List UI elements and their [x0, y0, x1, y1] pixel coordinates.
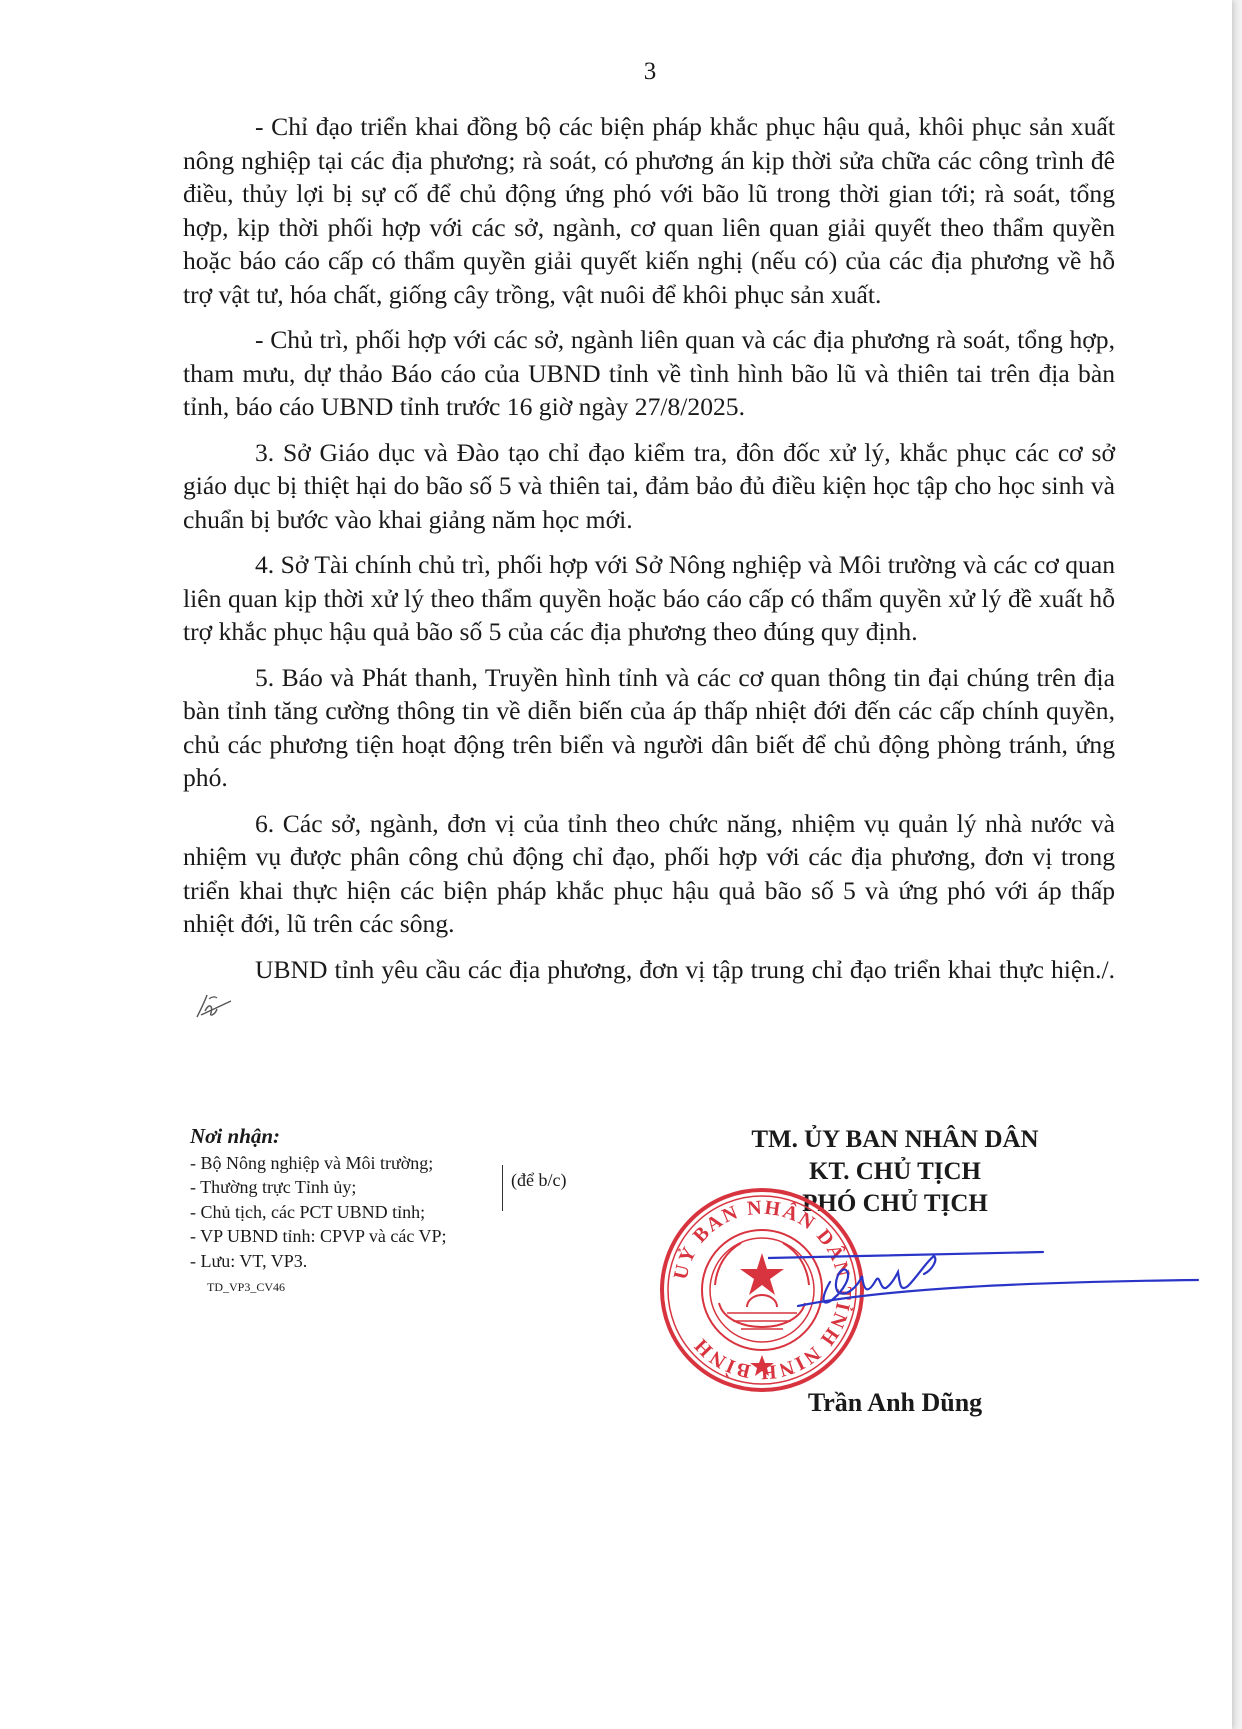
- handwritten-signature-icon: [768, 1236, 1200, 1346]
- paragraph-education-department: 3. Sở Giáo dục và Đào tạo chỉ đạo kiểm tra, đôn đốc xử lý, khắc phục các cơ sở giáo dục bị thiệt hại do bão số 5 và thiên tai, đảm bảo đủ điều kiện học tập cho học sinh và chuẩn bị bước vào khai giảng năm học mới.: [183, 437, 1115, 534]
- paragraph-report-drafting: - Chủ trì, phối hợp với các sở, ngành liên quan và các địa phương rà soát, tổng hợp, tham mưu, dự thảo Báo cáo của UBND tỉnh về tình hình bão lũ và thiên tai trên địa bàn tỉnh, báo cáo UBND tỉnh trước 16 giờ ngày 27/8/2025.: [183, 325, 1115, 421]
- page-number: 3: [643, 58, 657, 85]
- paragraph-finance-department: 4. Sở Tài chính chủ trì, phối hợp với Sở Nông nghiệp và Môi trường và các cơ quan liên quan kịp thời xử lý theo thẩm quyền hoặc báo cáo cấp có thẩm quyền xử lý đề xuất hỗ trợ khắc phục hậu quả bão số 5 của các địa phương theo đúng quy định.: [183, 550, 1115, 646]
- reporting-bracket: [502, 1165, 566, 1211]
- signer-title: PHÓ CHỦ TỊCH: [802, 1190, 988, 1217]
- closing-text: UBND tỉnh yêu cầu các địa phương, đơn vị tập trung chỉ đạo triển khai thực hiện./.: [255, 954, 1115, 984]
- document-body: [183, 110, 1115, 1033]
- paragraph-departments: 6. Các sở, ngành, đơn vị của tỉnh theo chức năng, nhiệm vụ quản lý nhà nước và nhiệm vụ được phân công chủ động chỉ đạo, phối hợp với các địa phương, đơn vị trong triển khai thực hiện các biện pháp khắc phục hậu quả bão số 5 và ứng phó với áp thấp nhiệt đới, lũ trên các sông.: [183, 808, 1115, 938]
- initial-mark-icon: [191, 991, 235, 1021]
- recipient-item: - VP UBND tỉnh: CPVP và các VP;: [190, 1226, 447, 1246]
- recipient-item: - Thường trực Tỉnh ủy;: [190, 1177, 357, 1197]
- recipient-item: - Chủ tịch, các PCT UBND tỉnh;: [190, 1201, 426, 1222]
- paragraph-agriculture-directive: - Chỉ đạo triển khai đồng bộ các biện pháp khắc phục hậu quả, khôi phục sản xuất nông nghiệp tại các địa phương; rà soát, có phương án kịp thời sửa chữa các công trình đê điều, thủy lợi bị sự cố để chủ động ứng phó với bão lũ trong thời gian tới; rà soát, tổng hợp, kịp thời phối hợp với các sở, ngành, cơ quan liên quan giải quyết theo thẩm quyền hoặc báo cáo cấp có thẩm quyền giải quyết kiến nghị (nếu có) của các địa phương về hỗ trợ vật tư, hóa chất, giống cây trồng, vật nuôi để khôi phục sản xuất.: [183, 112, 1115, 309]
- paragraph-media: 5. Báo và Phát thanh, Truyền hình tỉnh và các cơ quan thông tin đại chúng trên địa bàn tỉnh tăng cường thông tin về diễn biến của áp thấp nhiệt đới đến các cấp chính quyền, chủ các phương tiện hoạt động trên biển và người dân biết để chủ động phòng tránh, ứng phó.: [183, 662, 1115, 792]
- signer-capacity: KT. CHỦ TỊCH: [808, 1158, 982, 1185]
- recipient-item: - Lưu: VT, VP3.: [190, 1250, 308, 1271]
- recipients-block: [190, 1124, 610, 1300]
- bracket-note: (để b/c): [511, 1170, 567, 1190]
- signer-name: Trần Anh Dũng: [807, 1388, 983, 1417]
- signer-organization: TM. ỦY BAN NHÂN DÂN: [751, 1126, 1039, 1153]
- document-code: TD_VP3_CV46: [207, 1280, 286, 1294]
- paragraph-closing: [183, 953, 1115, 1022]
- recipient-item: - Bộ Nông nghiệp và Môi trường;: [190, 1152, 434, 1173]
- recipients-title: Nơi nhận:: [190, 1124, 281, 1148]
- seal-text: UỶ BAN NHÂN DÂN TỈNH NINH BÌNH: [669, 1196, 856, 1384]
